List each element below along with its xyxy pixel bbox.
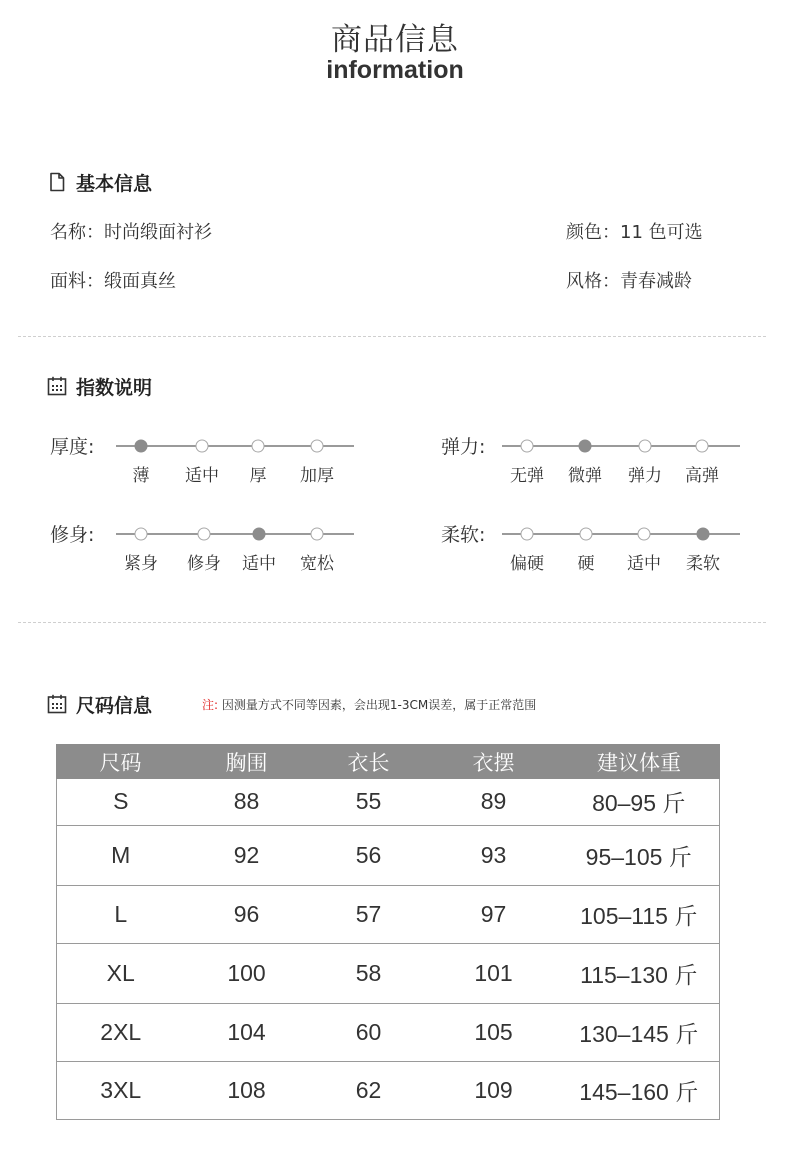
scale-option: 柔软	[686, 554, 720, 574]
note-label: 注:	[202, 698, 219, 712]
scale-dot	[521, 440, 534, 453]
scale-option: 硬	[577, 554, 595, 574]
scale-dot	[639, 440, 652, 453]
scale-option: 宽松	[300, 554, 334, 574]
divider	[18, 336, 766, 337]
table-cell: 80–95 斤	[559, 779, 720, 825]
col-header: 衣长	[309, 744, 429, 779]
calendar-icon	[46, 693, 68, 715]
table-cell: 97	[429, 885, 559, 943]
table-row	[57, 1003, 720, 1061]
table-cell: 96	[185, 885, 309, 943]
table-cell: 89	[429, 779, 559, 825]
size-table	[56, 744, 720, 1120]
scale-option: 适中	[185, 466, 219, 486]
table-cell: 93	[429, 825, 559, 885]
scale-dot	[580, 528, 593, 541]
table-cell: 104	[185, 1003, 309, 1061]
scale-option: 厚	[249, 466, 267, 486]
scale-label: 厚度:	[50, 436, 95, 458]
table-cell: 130–145 斤	[559, 1003, 720, 1061]
basic-info-heading	[46, 168, 152, 196]
scale-option: 适中	[242, 554, 276, 574]
table-row	[57, 1061, 720, 1119]
scale-dot	[311, 440, 324, 453]
product-name: 名称：时尚缎面衬衫	[50, 222, 212, 243]
table-cell: 92	[185, 825, 309, 885]
calendar-icon	[46, 375, 68, 397]
table-row	[57, 943, 720, 1003]
table-cell: 95–105 斤	[559, 825, 720, 885]
divider	[18, 622, 766, 623]
scale-option: 高弹	[685, 466, 719, 486]
page-title: 商品信息	[331, 22, 459, 58]
scale-option: 薄	[132, 466, 150, 486]
table-cell: XL	[57, 943, 185, 1003]
table-cell: 115–130 斤	[559, 943, 720, 1003]
scale-option: 紧身	[124, 554, 158, 574]
scale-dot	[252, 440, 265, 453]
table-cell: 3XL	[57, 1061, 185, 1119]
table-cell: 60	[309, 1003, 429, 1061]
table-cell: L	[57, 885, 185, 943]
scale-dot	[638, 528, 651, 541]
scale-option: 加厚	[300, 466, 334, 486]
table-cell: 105	[429, 1003, 559, 1061]
scale-dot-selected	[253, 528, 266, 541]
note-text: 因测量方式不同等因素，会出现1-3CM误差，属于正常范围	[221, 698, 537, 712]
col-header: 建议体重	[559, 744, 720, 779]
table-cell: 56	[309, 825, 429, 885]
scale-option: 适中	[627, 554, 661, 574]
scale-dot	[696, 440, 709, 453]
scale-dot-selected	[135, 440, 148, 453]
scale-dot	[198, 528, 211, 541]
product-style: 风格：青春减龄	[566, 271, 692, 292]
table-cell: 100	[185, 943, 309, 1003]
table-cell: 105–115 斤	[559, 885, 720, 943]
scale-dot-selected	[579, 440, 592, 453]
table-cell: M	[57, 825, 185, 885]
scale-dot	[521, 528, 534, 541]
scale-dot	[311, 528, 324, 541]
table-cell: S	[57, 779, 185, 825]
table-cell: 2XL	[57, 1003, 185, 1061]
table-row	[57, 825, 720, 885]
scale-dot	[196, 440, 209, 453]
scale-option: 修身	[187, 554, 221, 574]
index-heading	[46, 372, 152, 400]
product-fabric: 面料：缎面真丝	[50, 271, 176, 292]
table-row	[57, 779, 720, 825]
table-cell: 101	[429, 943, 559, 1003]
scale-option: 弹力	[628, 466, 662, 486]
product-color: 颜色：11 色可选	[566, 222, 703, 243]
size-title: 尺码信息	[76, 694, 153, 717]
basic-info-title: 基本信息	[76, 172, 153, 195]
table-cell: 109	[429, 1061, 559, 1119]
scale-label: 柔软:	[441, 524, 486, 546]
col-header: 尺码	[57, 744, 185, 779]
col-header: 胸围	[185, 744, 309, 779]
table-cell: 58	[309, 943, 429, 1003]
table-cell: 88	[185, 779, 309, 825]
scale-label: 修身:	[50, 524, 95, 546]
size-table-header	[57, 744, 720, 779]
index-title: 指数说明	[76, 376, 153, 399]
table-cell: 57	[309, 885, 429, 943]
table-row	[57, 885, 720, 943]
size-heading	[46, 690, 152, 718]
scale-label: 弹力:	[441, 436, 486, 458]
scale-dot	[135, 528, 148, 541]
table-cell: 55	[309, 779, 429, 825]
table-cell: 145–160 斤	[559, 1061, 720, 1119]
scale-dot-selected	[697, 528, 710, 541]
document-icon	[46, 171, 68, 193]
page-subtitle: information	[326, 56, 464, 84]
table-cell: 62	[309, 1061, 429, 1119]
size-note	[202, 696, 536, 713]
col-header: 衣摆	[429, 744, 559, 779]
scale-option: 微弹	[568, 466, 602, 486]
table-cell: 108	[185, 1061, 309, 1119]
scale-option: 偏硬	[510, 554, 544, 574]
scale-option: 无弹	[510, 466, 544, 486]
